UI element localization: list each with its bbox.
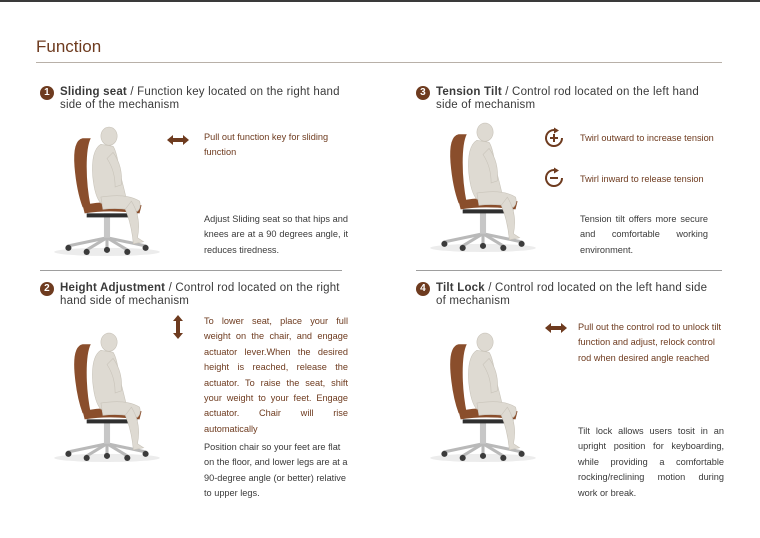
instruction-text: To lower seat, place your full weight on the chair, and engage actuator lever.When the desired height is reached, release the actuator. To raise the seat, shift your weight to your feet. Engage actuator. Chair will rise automatically [204, 316, 348, 434]
note-text: Tension tilt offers more secure and comfortable working environment. [580, 214, 708, 255]
note-text: Tilt lock allows users tosit in an upright position for keyboarding, while providing a comfortable rocking/reclining motion during work or break. [578, 426, 724, 498]
instruction-text-increase: Twirl outward to increase tension [580, 133, 714, 143]
chair-figure-illustration [52, 332, 162, 462]
title-rule [36, 62, 722, 63]
section-desc: / Function key located on the right hand side of the mechanism [60, 86, 340, 111]
section-desc: / Control rod located on the left hand side of mechanism [436, 86, 699, 111]
section-tilt-lock [416, 282, 726, 512]
twirl-plus-icon [542, 126, 566, 150]
instruction-text: Pull out function key for sliding function [204, 132, 329, 158]
step-number-badge: 4 [416, 282, 430, 296]
double-arrow-vertical-icon [172, 314, 184, 340]
note-text: Adjust Sliding seat so that hips and knees are at a 90 degrees angle, it reduces tiredness. [204, 214, 348, 255]
section-desc: / Control rod located on the left hand side of mechanism [436, 282, 708, 307]
page-title: Function [36, 37, 102, 56]
section-sliding-seat [40, 86, 350, 266]
top-border [0, 0, 760, 2]
step-number-badge: 3 [416, 86, 430, 100]
double-arrow-horizontal-icon [166, 134, 190, 146]
section-name: Tension Tilt [436, 86, 502, 98]
section-height-adjustment [40, 282, 350, 512]
step-number-badge: 2 [40, 282, 54, 296]
section-name: Tilt Lock [436, 282, 485, 294]
section-divider [416, 270, 722, 271]
section-divider [40, 270, 342, 271]
note-text: Position chair so your feet are flat on the floor, and lower legs are at a 90-degree angle (or better) relative to upper legs. [204, 442, 348, 499]
twirl-minus-icon [542, 166, 566, 190]
double-arrow-horizontal-icon [544, 322, 568, 334]
chair-figure-illustration [428, 332, 538, 462]
chair-figure-illustration [52, 126, 162, 256]
section-name: Sliding seat [60, 86, 127, 98]
instruction-text-release: Twirl inward to release tension [580, 174, 704, 184]
step-number-badge: 1 [40, 86, 54, 100]
chair-figure-illustration [428, 122, 538, 252]
section-desc: / Control rod located on the right hand side of mechanism [60, 282, 340, 307]
section-tension-tilt [416, 86, 726, 266]
instruction-text: Pull out the control rod to unlock tilt function and adjust, relock control rod when desired angle reached [578, 322, 721, 363]
section-name: Height Adjustment [60, 282, 166, 294]
